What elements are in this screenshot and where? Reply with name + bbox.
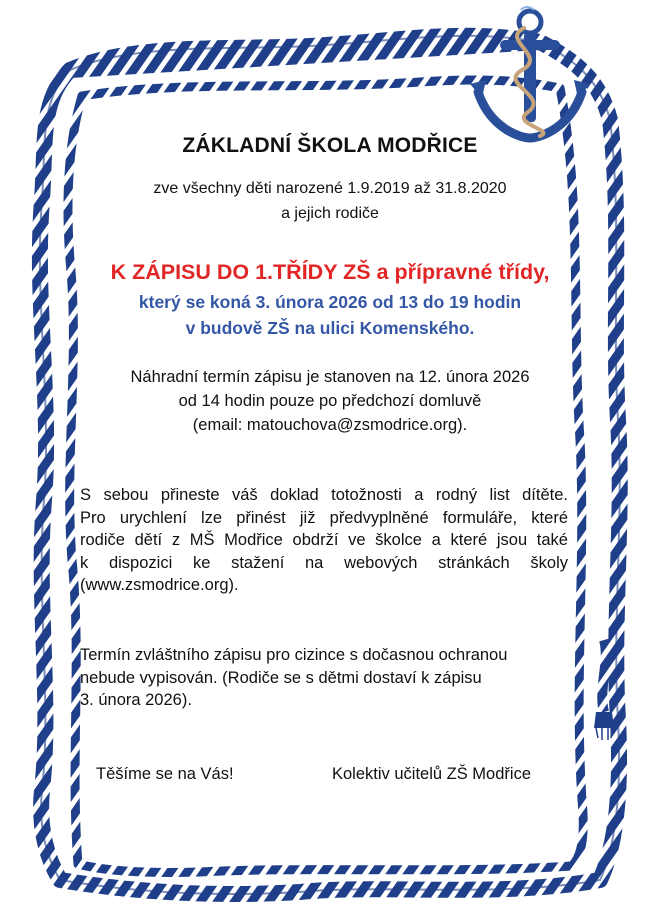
paragraph-line: (www.zsmodrice.org). xyxy=(80,576,239,594)
school-title: ZÁKLADNÍ ŠKOLA MODŘICE xyxy=(182,134,478,157)
paragraph-line: nebude vypisován. (Rodiče se s dětmi dostaví k zápisu xyxy=(80,668,482,687)
closing-signature: Kolektiv učitelů ZŠ Modřice xyxy=(332,765,531,783)
paragraph-line: 3. února 2026). xyxy=(80,691,192,709)
documents-paragraph xyxy=(80,484,568,597)
closing-greeting: Těšíme se na Vás! xyxy=(96,765,234,783)
paragraph-line: S sebou přineste váš doklad totožnosti a rodný list dítěte. xyxy=(80,486,568,504)
paragraph-line: Pro urychlení lze přinést již předvyplněné formuláře, které xyxy=(80,508,568,527)
invitation-line-2: a jejich rodiče xyxy=(281,205,379,222)
event-headline: K ZÁPISU DO 1.TŘÍDY ZŠ a přípravné třídy, xyxy=(110,260,550,284)
special-enrollment-paragraph xyxy=(80,644,568,712)
invitation-line-1: zve všechny děti narozené 1.9.2019 až 31.8.2020 xyxy=(153,180,507,197)
event-detail-1: který se koná 3. února 2026 od 13 do 19 hodin xyxy=(138,292,522,312)
alternate-line-2: od 14 hodin pouze po předchozí domluvě xyxy=(178,392,482,410)
event-detail-2: v budově ZŠ na ulici Komenského. xyxy=(185,318,475,338)
alternate-line-1: Náhradní termín zápisu je stanoven na 12. února 2026 xyxy=(130,368,530,386)
alternate-line-3: (email: matouchova@zsmodrice.org). xyxy=(192,416,468,434)
paragraph-line: Termín zvláštního zápisu pro cizince s dočasnou ochranou xyxy=(80,646,508,664)
paragraph-line: rodiče dětí z MŠ Modřice obdrží ve školce a které jsou také xyxy=(80,531,568,549)
paragraph-line: k dispozici ke stažení na webových stránkách školy xyxy=(80,553,568,572)
